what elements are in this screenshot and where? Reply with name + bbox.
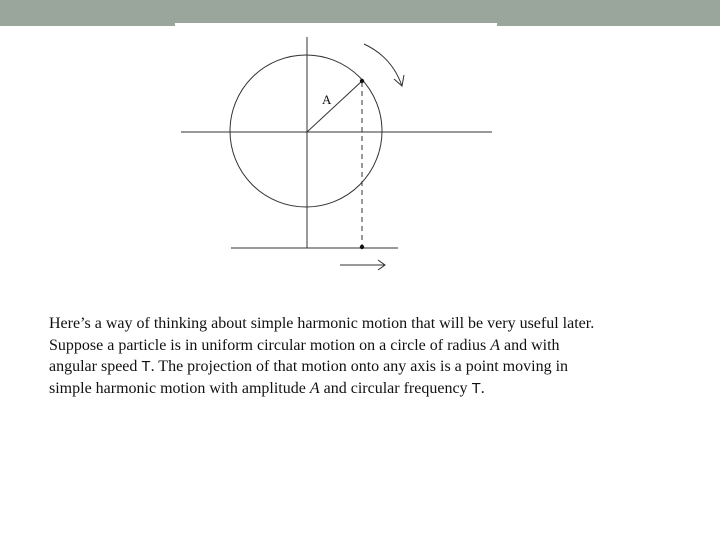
body-text xyxy=(49,313,709,399)
rotation-arrowhead xyxy=(394,75,404,86)
text-line-3a: angular speed xyxy=(49,358,142,375)
text-line-2b: and with xyxy=(499,336,560,354)
projected-point xyxy=(360,245,364,249)
reference-circle xyxy=(230,55,382,207)
radius-line xyxy=(307,81,362,132)
rotation-arrow xyxy=(364,44,402,86)
text-line-4c: . xyxy=(480,379,485,397)
text-line-4a: simple harmonic motion with amplitude xyxy=(49,379,310,397)
text-line-4b: and circular frequency xyxy=(319,379,472,397)
text-line-1: Here’s a way of thinking about simple harmonic motion that will be very useful later. xyxy=(49,315,595,332)
radius-label: A xyxy=(322,92,332,107)
frequency-symbol: T xyxy=(471,379,481,397)
radius-variable: A xyxy=(490,336,500,354)
angular-speed-symbol: T xyxy=(141,358,151,375)
amplitude-variable: A xyxy=(309,379,320,397)
text-line-3b: . The projection of that motion onto any axis is a point moving in xyxy=(150,358,569,375)
text-line-2a: Suppose a particle is in uniform circular motion on a circle of radius xyxy=(49,336,491,354)
